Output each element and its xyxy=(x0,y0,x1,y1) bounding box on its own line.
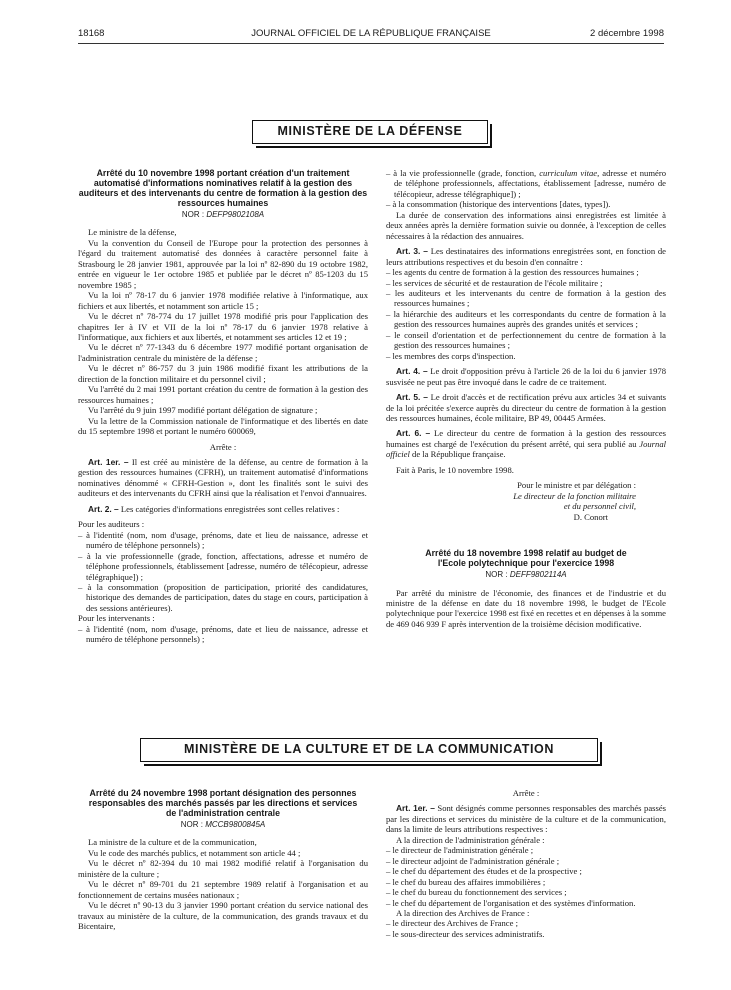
destinataire-item: – les agents du centre de formation à la gestion des ressources humaines ; xyxy=(386,267,639,278)
arrete1-visa-1: Vu la convention du Conseil de l'Europe pour la protection des personnes à l'égard du traitement automatisé des données à caractère personnel faite à Strasbourg le 28 janvier 1981, approuvée par la loi nº 82-890 du 19 octobre 1982, entrée en vigueur le 1er octobre 1985 et publiée par le décret nº 85-1203 du 15 novembre 1985 ; xyxy=(78,237,368,290)
header-rule xyxy=(78,43,664,44)
dag-item: – le chef du département des études et de la prospective ; xyxy=(386,866,582,877)
ministry-defense-banner xyxy=(252,120,488,144)
arrete2-text: Par arrêté du ministre de l'économie, des finances et de l'industrie et du ministre de la défense en date du 18 novembre 1998, le budget de l'Ecole polytechnique pour l'exercice 1998 est fixé en recettes et en dépenses à la somme de 469 046 939 F après intervention de la troisième décision modificative. xyxy=(386,587,666,629)
arrete2-nor: NOR : DEFF9802114A xyxy=(485,570,567,580)
dag-item: – le chef du bureau du fonctionnement des services ; xyxy=(386,887,567,898)
arrete1-visa-7: Vu l'arrêté du 9 juin 1997 modifié portant délégation de signature ; xyxy=(88,405,318,416)
destinataire-item: – les membres des corps d'inspection. xyxy=(386,350,516,361)
signatory-name: D. Conort xyxy=(573,511,608,522)
arrete1-visa-2: Vu la loi nº 78-17 du 6 janvier 1978 modifiée relative à l'informatique, aux fichiers et aux libertés, et notamment son article 15 ; xyxy=(78,290,368,311)
auditeurs-item: – à la vie professionnelle (grade, fonction, affectations, adresse et numéro de téléphone professionnels, établissement [adresse, numéro de télécopieur, adresse télégraphique]) ; xyxy=(78,550,368,582)
arrete1-article-3: Art. 3. – Les destinataires des informations enregistrées sont, en fonction de leurs attributions respectives et du besoin d'en connaître : xyxy=(386,246,666,267)
arrete1-visa-8: Vu la lettre de la Commission nationale de l'informatique et des libertés en date du 15 septembre 1998 et portant le numéro 600069, xyxy=(78,415,368,437)
daf-item: – le sous-directeur des services administratifs. xyxy=(386,928,545,939)
ministry-defense-title: MINISTÈRE DE LA DÉFENSE xyxy=(277,124,463,138)
arrete1-article-1: Art. 1er. – Il est créé au ministère de la défense, au centre de formation à la gestion des ressources humaines (CFRH), un traitement automatisé d'informations nominatives dénommé « CFRH-Gestion », dont les finalités sont le suivi des auditeurs et des intervenants du CFRH ainsi que la réalisation et l'envoi d'annuaires. xyxy=(78,456,368,499)
culture-right-column xyxy=(386,788,666,939)
arrete2-title: Arrêté du 18 novembre 1998 relatif au budget de l'Ecole polytechnique pour l'exercice 1998 xyxy=(425,548,627,569)
arrete1-title: Arrêté du 10 novembre 1998 portant création d'un traitement automatisé d'informations nominatives relatif à la gestion des auditeurs et des intervenants du centre de formation à la gestion des ressources humaines xyxy=(78,168,368,208)
page-number: 18168 xyxy=(78,28,105,39)
dag-item: – le directeur de l'administration générale ; xyxy=(386,845,534,856)
arrete1-article-4: Art. 4. – Le droit d'opposition prévu à l'article 26 de la loi du 6 janvier 1978 susvisée ne peut pas être invoqué dans le cadre de ce traitement. xyxy=(386,366,666,387)
intervenants-item: – à la vie professionnelle (grade, fonction, curriculum vitae, adresse et numéro de téléphone professionnels, affectations, établissement [adresse, numéro de télécopieur, adresse télégraphique]) ; xyxy=(386,168,666,199)
defense-left-column xyxy=(78,168,368,645)
auditeurs-item: – à la consommation (proposition de participation, priorité des candidatures, historique des demandes de participation, dates du stage en cours, participation à des sessions antérieures). xyxy=(78,581,368,613)
conservation-paragraph: La durée de conservation des informations ainsi enregistrées est limitée à deux années après la dernière formation suivie ou donnée, à l'exception de celles nécessaires à la rédaction des annuaires. xyxy=(386,209,666,241)
arrete3-title: Arrêté du 24 novembre 1998 portant désignation des personnes responsables des marchés passés par les directions et services de l'administration centrale xyxy=(88,788,358,818)
intervenants-item: – à l'identité (nom, nom d'usage, prénoms, date et lieu de naissance, adresse et numéro de téléphone personnels) ; xyxy=(78,623,368,645)
destinataire-item: – la hiérarchie des auditeurs et les correspondants du centre de formation à la gestion des ressources humaines auprès des grandes unités et services ; xyxy=(386,308,666,330)
dag-item: – le directeur adjoint de l'administration générale ; xyxy=(386,855,560,866)
running-header xyxy=(78,28,664,42)
intervenants-item: – à la consommation (historique des interventions [dates, types]). xyxy=(386,199,611,210)
arrete3-nor: NOR : MCCB9800845A xyxy=(180,820,266,829)
destinataire-item: – les auditeurs et les intervenants du centre de formation à la gestion des ressources humaines ; xyxy=(386,287,666,309)
auditeurs-item: – à l'identité (nom, nom d'usage, prénoms, date et lieu de naissance, adresse et numéro de téléphone personnels) ; xyxy=(78,529,368,551)
arrete1-article-2: Art. 2. – Les catégories d'informations enregistrées sont celles relatives : xyxy=(88,503,340,514)
journal-title: JOURNAL OFFICIEL DE LA RÉPUBLIQUE FRANÇAISE xyxy=(251,28,491,39)
arrete1-visa-3: Vu le décret nº 78-774 du 17 juillet 1978 modifié pris pour l'application des chapitres Ier à IV et VII de la loi nº 78-17 du 6 janvier 1978 relative à l'informatique, aux fichiers et aux libertés, et notamment ses articles 12 et 19 ; xyxy=(78,311,368,342)
arrete1-visa-4: Vu le décret nº 77-1343 du 6 décembre 1977 modifié portant organisation de l'administration centrale du ministère de la défense ; xyxy=(78,342,368,363)
signature-line-3: et du personnel civil, xyxy=(563,501,636,512)
arrete1-article-5: Art. 5. – Le droit d'accès et de rectification prévu aux articles 34 et suivants de la loi précitée s'exerce auprès du directeur du centre de formation à la gestion des ressources humaines, école militaire, BP 49, 00445 Armées. xyxy=(386,392,666,423)
dag-heading: A la direction de l'administration générale : xyxy=(396,834,545,845)
intervenants-heading: Pour les intervenants : xyxy=(78,613,155,624)
arrete3-visa-2: Vu le décret nº 82-394 du 10 mai 1982 modifié relatif à l'organisation du ministère de la culture ; xyxy=(78,858,368,879)
defense-right-column xyxy=(386,168,666,629)
arrete3-nor-code: MCCB9800845A xyxy=(205,820,266,829)
arrete3-visa-1: Vu le code des marchés publics, et notamment son article 44 ; xyxy=(88,847,301,858)
culture-left-column xyxy=(78,788,368,932)
arrete1-minister: Le ministre de la défense, xyxy=(88,227,177,238)
arrete1-visa-6: Vu l'arrêté du 2 mai 1991 portant création du centre de formation à la gestion des ressources humaines ; xyxy=(78,384,368,405)
dag-item: – le chef du département de l'organisation et des systèmes d'information. xyxy=(386,897,636,908)
ministry-culture-banner xyxy=(140,738,598,762)
arrete1-nor-code: DEFP9802108A xyxy=(206,210,265,219)
destinataire-item: – les services de sécurité et de restauration de l'école militaire ; xyxy=(386,277,603,288)
arrete1-fait: Fait à Paris, le 10 novembre 1998. xyxy=(396,464,514,475)
arrete2-nor-code: DEFF9802114A xyxy=(509,570,567,580)
arrete3-article-1: Art. 1er. – Sont désignés comme personnes responsables des marchés passés par les directions et services du ministère de la culture et de la communication, dans la limite de leurs attributions respectives : xyxy=(386,803,666,835)
arrete3-arrete: Arrête : xyxy=(512,788,540,798)
arrete3-visa-3: Vu le décret nº 89-701 du 21 septembre 1989 relatif à l'organisation et au fonctionnement de certains musées nationaux ; xyxy=(78,879,368,900)
signature-line-1: Pour le ministre et par délégation : xyxy=(517,480,636,491)
signature-line-2: Le directeur de la fonction militaire xyxy=(513,490,636,501)
dag-item: – le chef du bureau des affaires immobilières ; xyxy=(386,876,546,887)
ministry-culture-title: MINISTÈRE DE LA CULTURE ET DE LA COMMUNICATION xyxy=(184,742,554,756)
arrete1-article-6: Art. 6. – Le directeur du centre de formation à la gestion des ressources humaines est chargé de l'exécution du présent arrêté, qui sera publié au Journal officiel de la République française. xyxy=(386,428,666,460)
arrete3-visa-4: Vu le décret nº 90-13 du 3 janvier 1990 portant création du service national des travaux au ministère de la culture, de la communication, des grands travaux et du Bicentaire, xyxy=(78,900,368,932)
daf-heading: A la direction des Archives de France : xyxy=(396,907,530,918)
arrete1-visa-5: Vu le décret nº 86-757 du 3 juin 1986 modifié fixant les attributions de la direction de la fonction militaire et du personnel civil ; xyxy=(78,363,368,384)
auditeurs-heading: Pour les auditeurs : xyxy=(78,519,145,530)
publication-date: 2 décembre 1998 xyxy=(590,28,664,39)
destinataire-item: – le conseil d'orientation et de perfectionnement du centre de formation à la gestion des ressources humaines ; xyxy=(386,329,666,351)
arrete1-nor: NOR : DEFP9802108A xyxy=(181,210,265,219)
daf-item: – le directeur des Archives de France ; xyxy=(386,918,518,929)
arrete3-minister: La ministre de la culture et de la communication, xyxy=(88,837,257,848)
arrete1-arrete: Arrête : xyxy=(209,441,237,452)
